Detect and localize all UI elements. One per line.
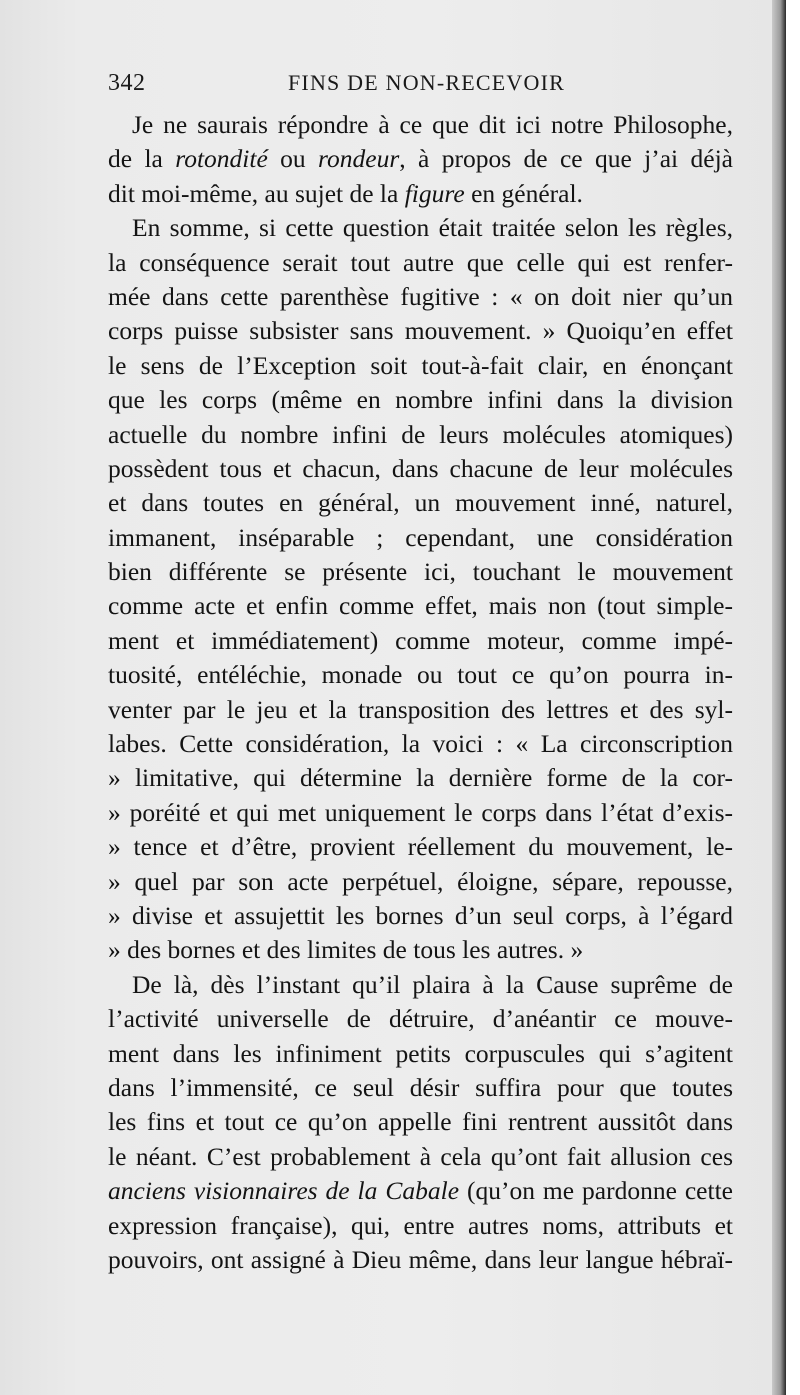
text-line: De là, dès l’instant qu’il plaira à la Cause suprême de	[132, 969, 733, 999]
text-line: le sens de l’Exception soit tout-à-fait clair, en énonçant	[108, 350, 733, 380]
text-run: (qu’on me pardonne cette	[459, 1176, 733, 1206]
text-line: les fins et tout ce qu’on appelle fini rentrent aussitôt dans	[108, 1107, 733, 1137]
text-line	[108, 142, 733, 176]
text-line: dans l’immensité, ce seul désir suffira pour que toutes	[108, 1072, 733, 1102]
text-line: que les corps (même en nombre infini dans la division	[108, 385, 733, 415]
text-line: labes. Cette considération, la voici : « La circonscription	[108, 729, 733, 759]
text-line: ment dans les infiniment petits corpuscules qui s’agitent	[108, 1038, 733, 1068]
text-line: » des bornes et des limites de tous les autres. »	[108, 935, 584, 965]
text-run: en général.	[464, 178, 583, 208]
text-run: ou	[267, 144, 319, 174]
text-line: mée dans cette parenthèse fugitive : « on doit nier qu’un	[108, 281, 733, 311]
text-line: et dans toutes en général, un mouvement inné, naturel,	[108, 488, 733, 518]
text-line: » quel par son acte perpétuel, éloigne, sépare, repousse,	[108, 866, 733, 896]
text-line: immanent, inséparable ; cependant, une considération	[108, 522, 733, 552]
italic-text: rondeur	[318, 144, 400, 174]
italic-text: anciens visionnaires de la Cabale	[108, 1176, 460, 1206]
body-text	[108, 108, 733, 1277]
text-line: venter par le jeu et la transposition des lettres et des syl-	[108, 694, 733, 724]
running-header	[108, 70, 733, 104]
text-line: actuelle du nombre infini de leurs molécules atomiques)	[108, 419, 733, 449]
text-run: , à propos de ce que j’ai déjà	[399, 144, 733, 174]
text-line: » limitative, qui détermine la dernière forme de la cor-	[108, 763, 733, 793]
text-line: » tence et d’être, provient réellement du mouvement, le-	[108, 832, 733, 862]
text-line: » poréité et qui met uniquement le corps dans l’état d’exis-	[108, 797, 733, 827]
text-line: pouvoirs, ont assigné à Dieu même, dans leur langue hébraï-	[108, 1244, 733, 1274]
running-title: FINS DE NON-RECEVOIR	[288, 70, 565, 95]
text-line: corps puisse subsister sans mouvement. » Quoiqu’en effet	[108, 316, 733, 346]
text-run: de la	[108, 144, 176, 174]
text-line: » divise et assujettit les bornes d’un seul corps, à l’égard	[108, 900, 733, 930]
text-line: l’activité universelle de détruire, d’anéantir ce mouve-	[108, 1004, 733, 1034]
italic-text: rotondité	[175, 144, 268, 174]
text-line: bien différente se présente ici, touchant le mouvement	[108, 557, 733, 587]
text-line: tuosité, entéléchie, monade ou tout ce qu’on pourra in-	[108, 660, 733, 690]
page-edge-shadow	[772, 0, 786, 1395]
text-run: dit moi-même, au sujet de la	[108, 178, 405, 208]
text-line: possèdent tous et chacun, dans chacune de leur molécules	[108, 453, 733, 483]
text-line: expression française), qui, entre autres noms, attributs et	[108, 1210, 733, 1240]
text-line: la conséquence serait tout autre que celle qui est renfer-	[108, 247, 733, 277]
page-number: 342	[108, 70, 146, 96]
text-line	[108, 177, 733, 211]
italic-text: figure	[404, 178, 465, 208]
text-line: ment et immédiatement) comme moteur, comme impé-	[108, 625, 733, 655]
text-line: En somme, si cette question était traitée selon les règles,	[132, 213, 733, 243]
text-line: le néant. C’est probablement à cela qu’ont fait allusion ces	[108, 1141, 733, 1171]
text-line: comme acte et enfin comme effet, mais non (tout simple-	[108, 591, 733, 621]
text-line	[108, 1174, 733, 1208]
text-line: Je ne saurais répondre à ce que dit ici notre Philosophe,	[132, 110, 733, 139]
